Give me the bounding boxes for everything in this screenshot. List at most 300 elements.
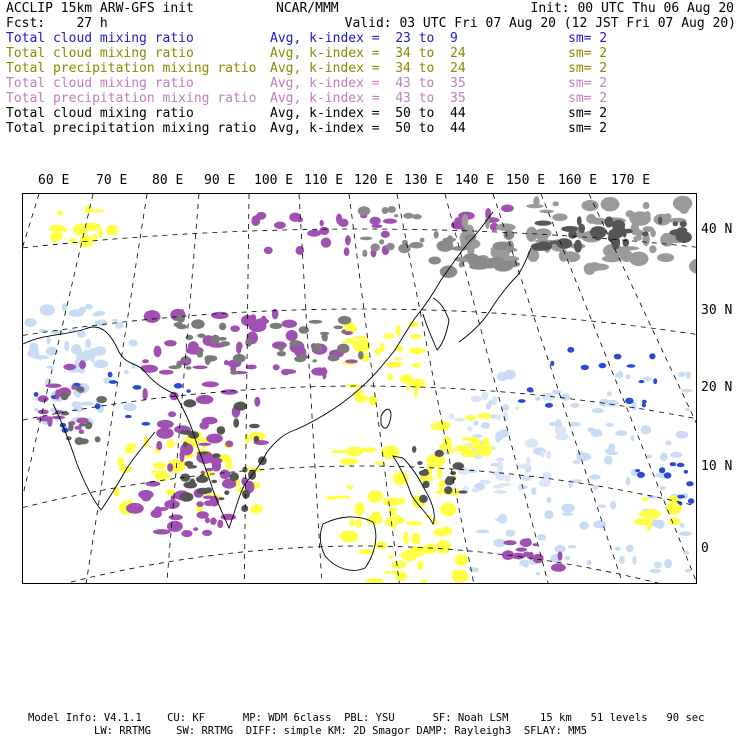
cloud-high-blob: [307, 230, 321, 237]
cloud-top-core: [217, 426, 226, 434]
cloud-top-core: [419, 495, 428, 503]
cloud-top-core: [417, 461, 422, 465]
cloud-low-core: [545, 403, 553, 408]
cloud-high-blob: [201, 471, 205, 475]
cloud-top-core: [60, 392, 68, 400]
legend-smoothing: sm= 2: [568, 31, 608, 46]
model-info-line1: Model Info: V4.1.1 CU: KF MP: WDM 6class PBL: YSU SF: Noah LSM 15 km 51 levels 90 sec: [28, 712, 705, 724]
cloud-top-blob: [328, 354, 340, 361]
korea-coastline: [423, 298, 449, 350]
cloud-mid-blob: [433, 528, 448, 536]
cloud-top-blob: [650, 229, 656, 237]
cloud-high-blob: [296, 246, 305, 255]
cloud-top-core: [458, 490, 467, 493]
cloud-top-blob: [398, 244, 410, 253]
cloud-high-blob: [157, 420, 174, 429]
cloud-top-blob: [388, 206, 396, 213]
cloud-mid-blob: [366, 578, 384, 583]
cloud-mid-blob: [50, 232, 58, 243]
meridian-line: [23, 194, 39, 583]
cloud-low-blob: [29, 343, 39, 354]
taiwan-coastline: [381, 409, 391, 428]
cloud-high-blob: [38, 410, 49, 415]
cloud-low-blob: [555, 433, 569, 440]
cloud-low-blob: [515, 406, 519, 410]
cloud-low-blob: [112, 319, 118, 322]
cloud-mid-blob: [388, 374, 394, 380]
cloud-top-blob: [649, 245, 656, 253]
cloud-low-blob: [467, 426, 473, 431]
cloud-high-blob: [193, 527, 198, 531]
cloud-mid-blob: [332, 496, 351, 499]
cloud-top-blob: [386, 243, 395, 250]
organization: NCAR/MMM: [276, 1, 339, 16]
cloud-low-blob: [606, 400, 619, 407]
cloud-low-blob: [492, 396, 497, 405]
cloud-low-core: [34, 392, 39, 397]
cloud-low-blob: [518, 464, 531, 469]
cloud-mid-blob: [418, 561, 424, 571]
cloud-mid-blob: [669, 498, 677, 508]
cloud-high-blob: [289, 213, 301, 222]
cloud-top-blob: [586, 214, 596, 224]
cloud-low-core: [637, 472, 645, 478]
cloud-mid-blob: [443, 436, 451, 444]
cloud-top-blob: [552, 213, 567, 221]
cloud-high-blob: [202, 417, 218, 425]
cloud-mid-blob: [359, 549, 371, 554]
legend-row: [6, 76, 736, 91]
cloud-top-core: [242, 467, 247, 473]
cloud-mid-blob: [642, 497, 648, 502]
cloud-low-blob: [522, 476, 532, 481]
cloud-mid-blob: [389, 517, 398, 524]
cloud-low-core: [635, 469, 640, 472]
cloud-mid-blob: [355, 519, 362, 529]
cloud-top-blob: [186, 366, 192, 370]
cloud-low-blob: [587, 560, 592, 565]
cloud-low-blob: [469, 567, 479, 572]
cloud-low-blob: [124, 403, 137, 411]
cloud-high-blob: [153, 529, 171, 534]
fcst-label: Fcst:: [6, 16, 46, 31]
cloud-low-blob: [617, 371, 623, 378]
meridian-line: [167, 194, 199, 583]
cloud-top-blob: [278, 345, 284, 351]
cloud-low-blob: [569, 422, 581, 427]
cloud-top-blob: [362, 250, 367, 257]
cloud-high-blob: [38, 395, 49, 402]
cloud-mid-blob: [251, 504, 263, 514]
cloud-low-blob: [77, 331, 86, 338]
cloud-mid-blob: [375, 348, 381, 355]
cloud-low-core: [142, 422, 151, 426]
cloud-mid-blob: [391, 561, 407, 569]
cloud-top-blob: [289, 340, 301, 347]
cloud-top-blob: [379, 239, 384, 244]
cloud-top-blob: [313, 343, 322, 352]
cloud-high-blob: [197, 511, 209, 519]
cloud-high-blob: [282, 320, 298, 328]
cloud-low-blob: [685, 569, 692, 572]
cloud-low-blob: [589, 474, 601, 479]
cloud-mid-blob: [350, 519, 355, 527]
cloud-low-blob: [493, 485, 504, 489]
cloud-top-blob: [447, 235, 454, 245]
cloud-low-blob: [604, 456, 613, 465]
cloud-high-blob: [159, 370, 173, 375]
cloud-high-blob: [154, 346, 162, 358]
cloud-top-blob: [309, 320, 323, 324]
cloud-top-core: [183, 442, 188, 448]
cloud-high-blob: [51, 416, 65, 419]
cloud-low-blob: [498, 514, 508, 524]
cloud-mid-blob: [49, 225, 65, 232]
legend-field-name: Total cloud mixing ratio: [6, 106, 194, 121]
cloud-mid-blob: [124, 449, 136, 454]
cloud-top-blob: [358, 351, 364, 359]
cloud-high-blob: [198, 443, 211, 446]
cloud-top-blob: [412, 214, 421, 219]
longitude-tick-label: 60 E: [38, 173, 70, 188]
cloud-low-blob: [536, 572, 540, 575]
cloud-top-blob: [341, 329, 346, 333]
cloud-top-blob: [582, 200, 599, 211]
cloud-top-blob: [526, 204, 543, 208]
cloud-low-blob: [479, 480, 490, 485]
cloud-top-core: [574, 240, 582, 253]
cloud-top-core: [211, 480, 217, 483]
cloud-low-blob: [497, 372, 508, 381]
cloud-high-blob: [202, 530, 212, 536]
cloud-mid-blob: [420, 579, 426, 583]
cloud-top-blob: [673, 196, 692, 211]
cloud-top-core: [624, 229, 633, 234]
cloud-top-blob: [197, 334, 205, 338]
cloud-high-blob: [126, 503, 144, 514]
cloud-high-blob: [254, 397, 260, 407]
cloud-top-blob: [333, 326, 343, 330]
cloud-low-blob: [44, 307, 49, 310]
cloud-high-blob: [225, 441, 233, 448]
cloud-top-core: [180, 492, 194, 502]
cloud-mid-blob: [386, 362, 402, 368]
cloud-mid-blob: [384, 571, 391, 574]
cloud-top-core: [658, 217, 662, 225]
cloud-top-blob: [219, 323, 226, 331]
cloud-low-blob: [572, 460, 580, 464]
cloud-high-blob: [320, 220, 324, 227]
cloud-low-blob: [525, 469, 530, 473]
cloud-low-core: [653, 378, 657, 384]
cloud-mid-blob: [394, 357, 402, 360]
cloud-mid-blob: [482, 438, 489, 446]
latitude-tick-label: 20 N: [701, 380, 733, 395]
cloud-top-blob: [321, 332, 327, 341]
cloud-low-blob: [124, 370, 129, 374]
cloud-top-blob: [338, 316, 351, 325]
cloud-low-blob: [535, 397, 540, 401]
cloud-top-core: [183, 482, 197, 489]
cloud-low-blob: [541, 451, 545, 458]
cloud-mid-blob: [406, 387, 411, 390]
cloud-low-blob: [471, 396, 483, 402]
cloud-low-core: [614, 354, 622, 360]
cloud-high-blob: [236, 342, 242, 350]
latitude-tick-label: 30 N: [701, 303, 733, 318]
cloud-mid-blob: [340, 531, 359, 543]
cloud-top-blob: [536, 229, 549, 241]
cloud-top-core: [189, 465, 197, 468]
cloud-mid-blob: [92, 234, 98, 240]
cloud-top-blob: [270, 323, 282, 329]
cloud-low-core: [670, 462, 676, 466]
cloud-mid-blob: [477, 413, 491, 419]
cloud-top-core: [450, 471, 456, 475]
legend-smoothing: sm= 2: [568, 91, 608, 106]
cloud-mid-blob: [406, 521, 422, 526]
cloud-top-blob: [657, 253, 674, 262]
cloud-top-blob: [403, 213, 414, 219]
cloud-high-blob: [230, 325, 240, 332]
cloud-high-blob: [142, 388, 147, 400]
map-canvas: [23, 194, 696, 583]
cloud-low-core: [684, 470, 689, 474]
cloud-top-blob: [451, 246, 469, 250]
cloud-low-blob: [615, 431, 627, 436]
cloud-high-blob: [551, 563, 566, 571]
cloud-high-blob: [181, 530, 192, 537]
cloud-low-blob: [576, 451, 585, 461]
cloud-low-core: [174, 383, 183, 389]
cloud-low-blob: [546, 497, 551, 503]
cloud-top-blob: [539, 210, 554, 214]
cloud-low-blob: [626, 545, 634, 553]
cloud-top-blob: [177, 314, 185, 322]
cloud-high-blob: [193, 366, 208, 370]
cloud-mid-blob: [99, 229, 104, 238]
cloud-mid-blob: [465, 415, 476, 420]
cloud-low-blob: [615, 547, 621, 551]
cloud-low-blob: [659, 486, 666, 490]
cloud-high-blob: [196, 501, 204, 507]
longitude-tick-label: 130 E: [404, 173, 444, 188]
cloud-top-blob: [337, 344, 349, 354]
cloud-top-blob: [496, 223, 516, 231]
longitude-tick-label: 140 E: [455, 173, 495, 188]
cloud-high-blob: [79, 429, 85, 434]
cloud-high-blob: [141, 365, 152, 369]
cloud-low-core: [186, 389, 191, 393]
cloud-top-core: [95, 436, 101, 442]
cloud-high-blob: [558, 551, 563, 560]
cloud-high-blob: [256, 212, 266, 220]
cloud-low-blob: [598, 504, 607, 508]
cloud-mid-blob: [400, 497, 404, 504]
cloud-low-core: [108, 372, 113, 378]
cloud-top-blob: [507, 241, 514, 253]
cloud-low-blob: [549, 422, 555, 426]
legend-smoothing: sm= 2: [568, 46, 608, 61]
cloud-low-core: [642, 400, 647, 404]
cloud-top-blob: [565, 252, 581, 262]
longitude-tick-label: 80 E: [152, 173, 184, 188]
longitude-tick-label: 100 E: [254, 173, 294, 188]
cloud-low-blob: [670, 452, 682, 458]
cloud-high-blob: [168, 411, 176, 417]
cloud-top-blob: [553, 201, 559, 206]
cloud-top-blob: [220, 341, 230, 346]
cloud-top-blob: [503, 230, 514, 240]
cloud-mid-blob: [118, 457, 124, 467]
cloud-high-blob: [533, 554, 544, 564]
cloud-high-blob: [156, 428, 173, 439]
cloud-top-blob: [588, 262, 602, 271]
cloud-high-blob: [206, 434, 223, 444]
cloud-mid-blob: [454, 445, 472, 452]
cloud-low-blob: [632, 556, 636, 565]
cloud-top-blob: [382, 207, 389, 214]
cloud-top-blob: [434, 231, 439, 239]
cloud-low-core: [550, 361, 554, 366]
cloud-high-blob: [164, 340, 177, 346]
legend-row: [6, 106, 736, 121]
legend-field-name: Total precipitation mixing ratio: [6, 91, 257, 106]
cloud-high-blob: [319, 227, 329, 235]
forecast-hour: [6, 16, 108, 31]
cloud-mid-blob: [403, 532, 409, 545]
cloud-high-blob: [516, 548, 528, 552]
cloud-top-blob: [300, 354, 307, 358]
latitude-tick-label: 0: [701, 541, 709, 556]
cloud-low-blob: [473, 421, 478, 426]
cloud-top-blob: [409, 242, 423, 249]
cloud-mid-blob: [85, 205, 93, 214]
cloud-high-blob: [253, 326, 258, 330]
cloud-low-blob: [46, 366, 54, 369]
cloud-high-blob: [188, 341, 199, 352]
legend-row: [6, 61, 736, 76]
cloud-low-blob: [25, 318, 37, 327]
cloud-mid-blob: [452, 571, 469, 583]
cloud-low-blob: [497, 462, 504, 472]
cloud-low-blob: [562, 512, 574, 516]
cloud-low-blob: [129, 339, 138, 346]
cloud-mid-blob: [375, 541, 387, 549]
cloud-low-core: [518, 399, 526, 403]
cloud-mid-blob: [340, 458, 358, 465]
cloud-high-blob: [274, 222, 286, 229]
cloud-low-core: [599, 363, 607, 368]
legend-row: [6, 121, 736, 136]
cloud-low-blob: [608, 443, 615, 453]
cloud-mid-blob: [642, 509, 661, 519]
cloud-low-blob: [531, 487, 536, 495]
cloud-high-blob: [281, 369, 296, 374]
cloud-high-blob: [503, 540, 516, 545]
cloud-high-blob: [156, 441, 162, 450]
cloud-top-core: [568, 231, 577, 239]
legend-k-index: Avg, k-index = 43 to 35: [270, 76, 466, 91]
cloud-high-blob: [217, 520, 223, 528]
cloud-low-blob: [476, 530, 490, 534]
cloud-low-core: [659, 467, 665, 473]
cloud-low-blob: [546, 451, 551, 459]
longitude-tick-label: 150 E: [506, 173, 546, 188]
cloud-high-blob: [151, 510, 162, 518]
cloud-low-blob: [647, 454, 652, 458]
cloud-low-blob: [686, 371, 691, 378]
cloud-top-blob: [468, 256, 487, 268]
cloud-mid-blob: [354, 502, 364, 515]
cloud-mid-blob: [347, 384, 360, 388]
cloud-low-blob: [651, 520, 662, 527]
cloud-mid-blob: [410, 334, 422, 339]
cloud-high-blob: [338, 219, 349, 227]
cloud-top-core: [249, 424, 260, 429]
cloud-top-core: [453, 462, 464, 470]
cloud-low-blob: [462, 486, 468, 495]
cloud-high-blob: [370, 217, 381, 225]
cloud-high-blob: [501, 205, 514, 213]
cloud-top-core: [419, 470, 429, 476]
cloud-mid-blob: [158, 474, 172, 479]
cloud-mid-blob: [383, 498, 402, 507]
cloud-mid-blob: [440, 502, 456, 516]
cloud-low-core: [109, 380, 117, 384]
cloud-mid-blob: [412, 363, 421, 368]
cloud-top-blob: [643, 202, 650, 209]
cloud-top-blob: [689, 259, 696, 274]
cloud-low-core: [677, 463, 685, 467]
cloud-mid-blob: [166, 440, 174, 449]
cloud-top-blob: [462, 214, 469, 228]
cloud-top-blob: [191, 319, 204, 329]
cloud-low-blob: [64, 341, 69, 352]
legend-row: [6, 31, 736, 46]
cloud-low-blob: [504, 475, 511, 482]
cloud-top-core: [447, 476, 456, 481]
cloud-field-layer: [25, 196, 697, 583]
legend-smoothing: sm= 2: [568, 76, 608, 91]
cloud-top-core: [212, 453, 220, 458]
cloud-top-blob: [428, 257, 441, 265]
legend-k-index: Avg, k-index = 43 to 35: [270, 91, 466, 106]
cloud-mid-blob: [436, 540, 451, 554]
cloud-low-blob: [641, 425, 652, 434]
cloud-low-blob: [69, 309, 85, 317]
cloud-low-blob: [678, 372, 685, 377]
longitude-tick-label: 170 E: [611, 173, 651, 188]
cloud-high-blob: [264, 247, 273, 254]
cloud-top-core: [219, 497, 225, 500]
cloud-high-blob: [63, 364, 76, 370]
cloud-low-blob: [495, 414, 501, 420]
cloud-top-core: [608, 229, 623, 239]
valid-time: Valid: 03 UTC Fri 07 Aug 20 (12 JST Fri 07 Aug 20): [344, 16, 736, 31]
legend-field-name: Total cloud mixing ratio: [6, 31, 194, 46]
legend-field-name: Total cloud mixing ratio: [6, 76, 194, 91]
cloud-top-blob: [186, 335, 194, 340]
cloud-top-core: [676, 232, 681, 241]
cloud-mid-blob: [127, 443, 136, 449]
cloud-top-core: [561, 226, 578, 232]
legend-row: [6, 46, 736, 61]
cloud-low-blob: [471, 488, 479, 492]
legend-smoothing: sm= 2: [568, 121, 608, 136]
cloud-top-core: [75, 437, 84, 445]
cloud-low-blob: [46, 337, 50, 345]
